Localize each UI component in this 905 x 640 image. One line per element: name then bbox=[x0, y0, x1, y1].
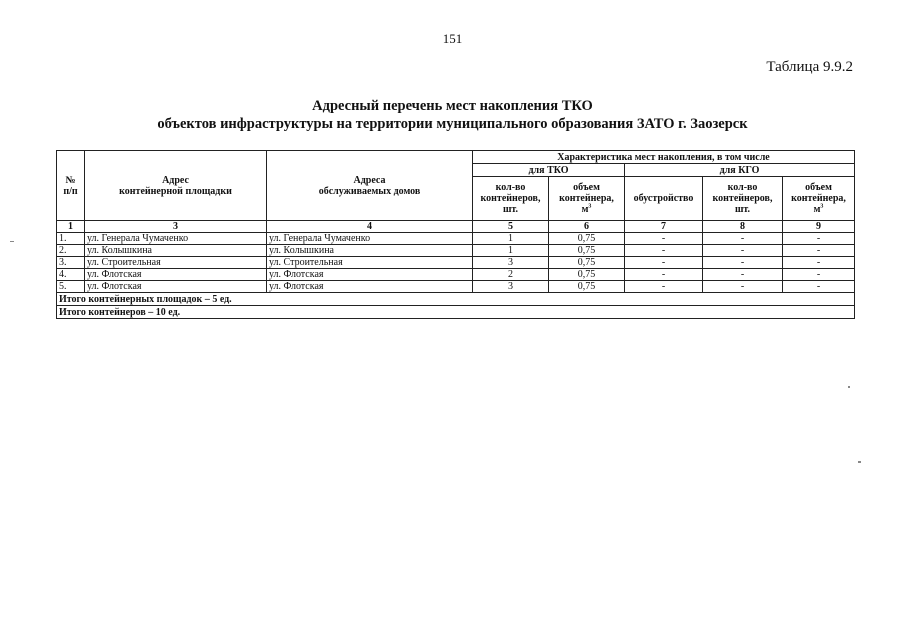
row-number: 1. bbox=[57, 233, 85, 245]
tko-volume: 0,75 bbox=[549, 269, 625, 281]
kgo-equipment: - bbox=[625, 281, 703, 293]
scan-speck bbox=[10, 241, 14, 242]
row-number: 5. bbox=[57, 281, 85, 293]
kgo-count: - bbox=[703, 245, 783, 257]
tko-count: 1 bbox=[473, 245, 549, 257]
title-line-1: Адресный перечень мест накопления ТКО bbox=[312, 98, 593, 114]
tko-count: 3 bbox=[473, 281, 549, 293]
kgo-equipment: - bbox=[625, 245, 703, 257]
column-number: 5 bbox=[473, 221, 549, 233]
header-tko-volume: объем контейнера, $м^3$ bbox=[549, 177, 625, 221]
site-address: ул. Колышкина bbox=[85, 245, 267, 257]
title-line-2: объектов инфраструктуры на территории муниципального образования ЗАТО г. Заозерск bbox=[157, 116, 748, 132]
page-number: 151 bbox=[442, 31, 463, 46]
kgo-volume: - bbox=[783, 269, 855, 281]
kgo-equipment: - bbox=[625, 257, 703, 269]
table-reference: Таблица 9.9.2 bbox=[766, 59, 853, 75]
served-address: ул. Флотская bbox=[267, 269, 473, 281]
volume-exponent: 3 bbox=[820, 203, 824, 210]
header-site-address: Адрес контейнерной площадки bbox=[85, 151, 267, 221]
kgo-count: - bbox=[703, 257, 783, 269]
column-number: 3 bbox=[85, 221, 267, 233]
scan-speck bbox=[858, 461, 861, 463]
served-address: ул. Колышкина bbox=[267, 245, 473, 257]
site-address: ул. Флотская bbox=[85, 281, 267, 293]
header-kgo-equipment: обустройство bbox=[625, 177, 703, 221]
site-address: ул. Строительная bbox=[85, 257, 267, 269]
header-kgo-count: кол-во контейнеров, шт. bbox=[703, 177, 783, 221]
row-number: 3. bbox=[57, 257, 85, 269]
kgo-count: - bbox=[703, 281, 783, 293]
tko-count: 3 bbox=[473, 257, 549, 269]
kgo-volume: - bbox=[783, 233, 855, 245]
row-number: 2. bbox=[57, 245, 85, 257]
table-row bbox=[57, 233, 855, 245]
scan-speck bbox=[848, 386, 850, 388]
column-number: 9 bbox=[783, 221, 855, 233]
container-sites-table bbox=[56, 150, 855, 319]
table-row bbox=[57, 257, 855, 269]
tko-volume: 0,75 bbox=[549, 281, 625, 293]
column-number: 6 bbox=[549, 221, 625, 233]
header-tko-count: кол-во контейнеров, шт. bbox=[473, 177, 549, 221]
column-number: 4 bbox=[267, 221, 473, 233]
served-address: ул. Строительная bbox=[267, 257, 473, 269]
tko-count: 1 bbox=[473, 233, 549, 245]
table-row bbox=[57, 245, 855, 257]
header-num: № п/п bbox=[57, 151, 85, 221]
site-address: ул. Флотская bbox=[85, 269, 267, 281]
table-row bbox=[57, 269, 855, 281]
header-kgo: для КГО bbox=[625, 164, 855, 177]
kgo-volume: - bbox=[783, 245, 855, 257]
row-number: 4. bbox=[57, 269, 85, 281]
document-title bbox=[0, 97, 905, 133]
tko-volume: 0,75 bbox=[549, 257, 625, 269]
kgo-volume: - bbox=[783, 281, 855, 293]
column-number: 7 bbox=[625, 221, 703, 233]
tko-count: 2 bbox=[473, 269, 549, 281]
column-number: 8 bbox=[703, 221, 783, 233]
kgo-volume: - bbox=[783, 257, 855, 269]
header-characteristics: Характеристика мест накопления, в том числе bbox=[473, 151, 855, 164]
kgo-equipment: - bbox=[625, 233, 703, 245]
volume-exponent: 3 bbox=[588, 203, 592, 210]
header-served-addresses: Адреса обслуживаемых домов bbox=[267, 151, 473, 221]
header-tko: для ТКО bbox=[473, 164, 625, 177]
header-kgo-volume: объем контейнера, $м^3$ bbox=[783, 177, 855, 221]
table-row bbox=[57, 281, 855, 293]
site-address: ул. Генерала Чумаченко bbox=[85, 233, 267, 245]
column-number-row bbox=[57, 221, 855, 233]
tko-volume: 0,75 bbox=[549, 233, 625, 245]
kgo-count: - bbox=[703, 269, 783, 281]
served-address: ул. Флотская bbox=[267, 281, 473, 293]
kgo-equipment: - bbox=[625, 269, 703, 281]
kgo-count: - bbox=[703, 233, 783, 245]
total-containers: Итого контейнеров – 10 ед. bbox=[57, 306, 855, 319]
column-number: 1 bbox=[57, 221, 85, 233]
total-sites: Итого контейнерных площадок – 5 ед. bbox=[57, 293, 855, 306]
tko-volume: 0,75 bbox=[549, 245, 625, 257]
served-address: ул. Генерала Чумаченко bbox=[267, 233, 473, 245]
